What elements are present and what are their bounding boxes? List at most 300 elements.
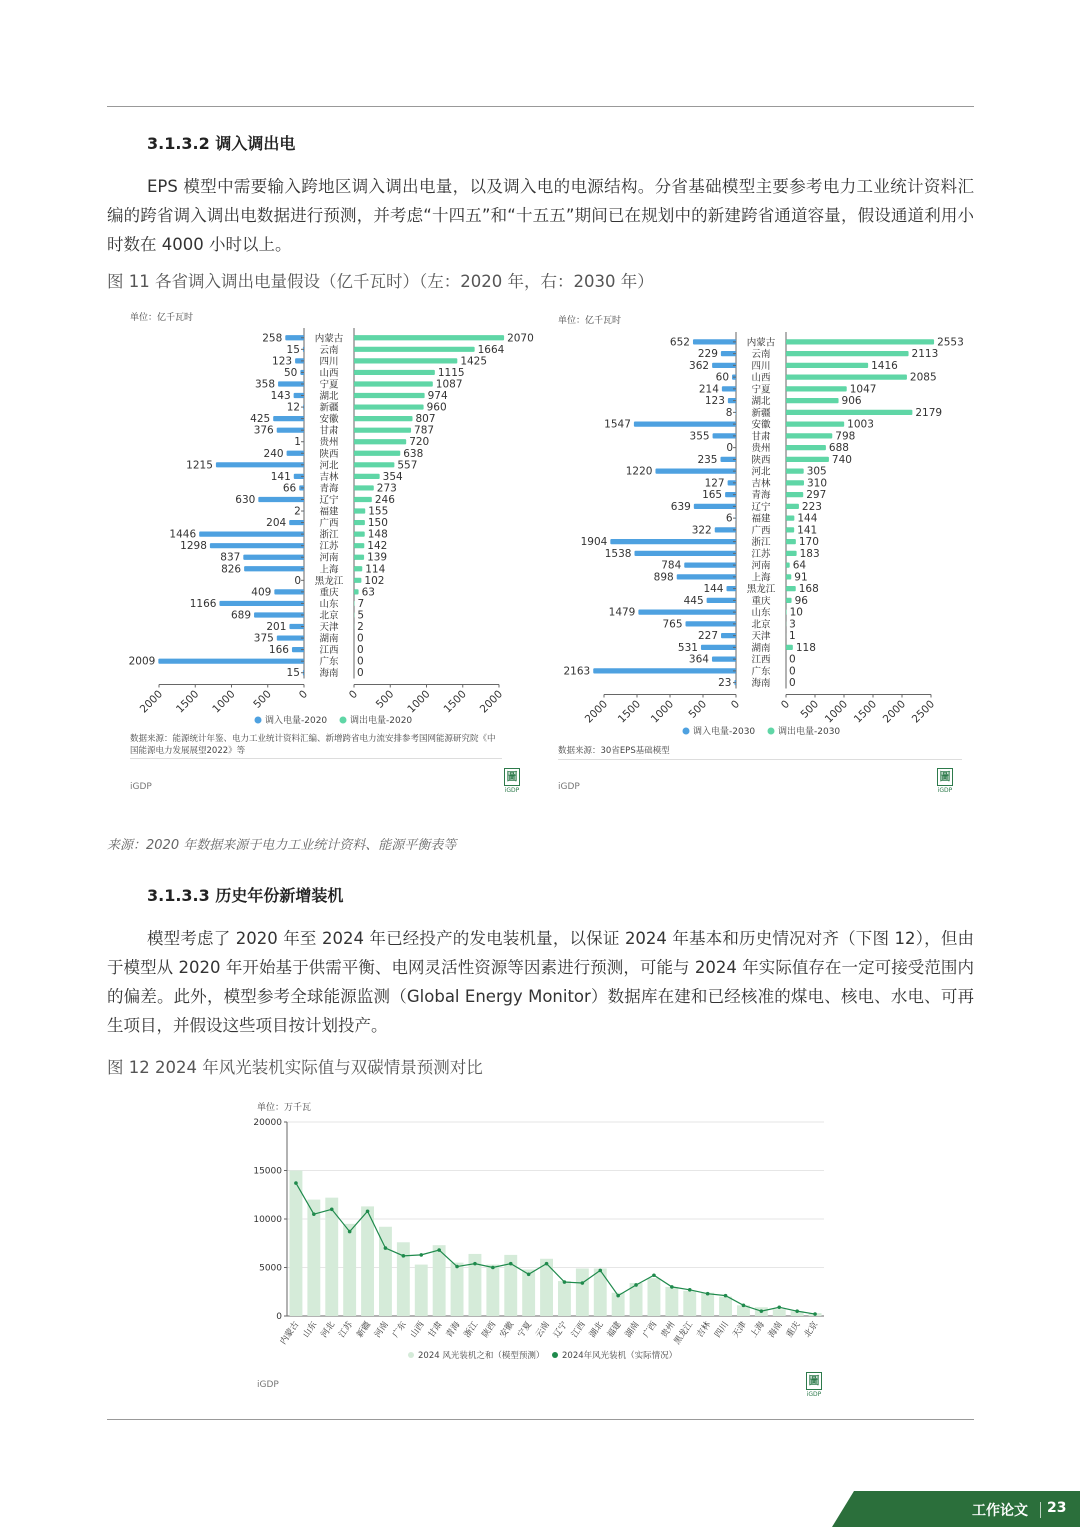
import-value-label: 689 <box>231 609 252 622</box>
export-value-label: 297 <box>806 489 827 502</box>
import-value-label: 1547 <box>604 418 631 431</box>
province-label: 河南 <box>751 560 771 572</box>
export-bar <box>786 539 796 544</box>
legend-import-swatch <box>683 728 690 735</box>
igdp-logo-icon <box>928 768 962 794</box>
export-bar <box>786 574 791 579</box>
import-value-label: 409 <box>251 586 272 599</box>
x-tick-label: 河北 <box>319 1319 338 1340</box>
x-tick-label: 新疆 <box>355 1319 374 1340</box>
export-value-label: 96 <box>794 594 808 607</box>
export-value-label: 273 <box>376 482 397 495</box>
import-value-label: 15 <box>286 667 300 680</box>
legend-export-swatch <box>768 728 775 735</box>
axis-tick-label: 500 <box>373 688 397 711</box>
x-tick-label: 江苏 <box>337 1319 356 1340</box>
axis-tick-label: 2000 <box>137 688 166 716</box>
axis-tick-label: 500 <box>251 688 274 711</box>
export-value-label: 798 <box>835 430 856 443</box>
x-tick-label: 湖北 <box>587 1319 606 1340</box>
import-value-label: 425 <box>250 413 271 426</box>
x-tick-label: 云南 <box>534 1319 553 1340</box>
x-tick-label: 广东 <box>390 1319 409 1340</box>
actual-point <box>652 1273 656 1277</box>
import-bar <box>684 563 736 568</box>
x-tick-label: 陕西 <box>480 1319 499 1340</box>
bar-model-forecast <box>665 1287 678 1316</box>
x-tick-label: 宁夏 <box>516 1319 535 1340</box>
province-label: 青海 <box>751 490 771 502</box>
import-value-label: 1538 <box>604 547 632 560</box>
export-value-label: 141 <box>797 524 818 537</box>
import-value-label: 1446 <box>169 528 197 541</box>
export-value-label: 10 <box>789 606 803 619</box>
fig12-credit: iGDP <box>257 1380 279 1390</box>
export-value-label: 155 <box>368 505 389 518</box>
actual-point <box>545 1262 549 1266</box>
axis-tick-label: 1000 <box>822 698 851 726</box>
province-label: 黑龙江 <box>314 575 344 587</box>
import-value-label: 141 <box>270 470 291 483</box>
province-label: 湖南 <box>751 642 771 654</box>
import-bar <box>638 610 736 615</box>
import-bar <box>243 555 304 560</box>
import-bar <box>593 668 736 673</box>
export-value-label: 5 <box>357 609 365 622</box>
export-value-label: 170 <box>798 536 819 549</box>
export-bar <box>354 532 365 537</box>
import-value-label: 826 <box>221 563 242 576</box>
province-label: 甘肃 <box>319 425 339 437</box>
province-label: 江苏 <box>319 541 339 553</box>
province-label: 新疆 <box>319 402 339 414</box>
bar-model-forecast <box>540 1259 553 1316</box>
import-value-label: 229 <box>697 348 718 361</box>
bar-model-forecast <box>683 1291 696 1316</box>
fig11-left-source: 数据来源：能源统计年鉴、电力工业统计资料汇编、新增跨省电力流安排参考国网能源研究院《中国能源电力发展展望2022》等 <box>130 734 496 756</box>
x-tick-label: 重庆 <box>784 1319 803 1340</box>
bar-model-forecast <box>290 1171 303 1317</box>
province-label: 广西 <box>319 518 339 530</box>
import-value-label: 898 <box>653 571 674 584</box>
import-value-label: 322 <box>691 524 712 537</box>
axis-tick-label: 2500 <box>909 698 938 726</box>
bar-model-forecast <box>701 1293 714 1316</box>
bar-model-forecast <box>773 1309 786 1316</box>
fig12-unit: 单位：万千瓦 <box>257 1103 312 1113</box>
import-value-label: 2163 <box>563 665 591 678</box>
export-bar <box>786 469 804 474</box>
export-bar <box>786 375 907 380</box>
import-value-label: 143 <box>270 390 291 403</box>
y-tick-label: 5000 <box>259 1263 282 1274</box>
export-value-label: 2553 <box>937 336 964 349</box>
actual-point <box>527 1272 531 1276</box>
export-value-label: 114 <box>365 563 386 576</box>
actual-point <box>760 1309 764 1313</box>
actual-point <box>384 1246 388 1250</box>
export-bar <box>786 527 794 532</box>
actual-point <box>294 1181 298 1185</box>
x-tick-label: 内蒙古 <box>278 1319 302 1347</box>
import-bar <box>712 363 736 368</box>
x-tick-label: 天津 <box>730 1319 749 1340</box>
import-value-label: 784 <box>661 559 682 572</box>
province-label: 辽宁 <box>319 494 339 506</box>
export-value-label: 974 <box>427 390 448 403</box>
import-value-label: 639 <box>670 500 691 513</box>
province-label: 上海 <box>319 564 339 576</box>
actual-point <box>795 1309 799 1313</box>
export-bar <box>786 504 799 509</box>
import-value-label: 364 <box>688 653 709 666</box>
export-bar <box>786 598 792 603</box>
y-tick-label: 15000 <box>253 1166 282 1177</box>
province-label: 广西 <box>751 525 771 537</box>
bar-model-forecast <box>719 1297 732 1316</box>
import-bar <box>277 428 304 433</box>
x-tick-label: 湖南 <box>623 1319 642 1340</box>
axis-tick-label: 2000 <box>880 698 909 726</box>
export-value-label: 0 <box>357 632 364 645</box>
legend-import-label: 调入电量-2030 <box>693 727 756 737</box>
export-bar <box>786 551 797 556</box>
export-value-label: 0 <box>789 677 796 690</box>
export-bar <box>354 566 362 571</box>
province-label: 云南 <box>751 349 771 361</box>
import-bar <box>715 527 736 532</box>
import-bar <box>712 657 736 662</box>
export-bar <box>354 508 365 513</box>
legend-import-swatch <box>255 717 262 724</box>
footer-separator <box>1040 1502 1041 1518</box>
x-tick-label: 浙江 <box>462 1319 481 1340</box>
export-value-label: 305 <box>806 465 827 478</box>
x-tick-label: 河南 <box>372 1319 391 1340</box>
x-tick-label: 黑龙江 <box>672 1319 696 1347</box>
province-label: 贵州 <box>319 437 339 449</box>
import-bar <box>713 433 736 438</box>
province-label: 江西 <box>751 654 771 666</box>
province-label: 河南 <box>319 552 339 564</box>
fig11-left-credit: iGDP <box>130 782 152 792</box>
province-label: 贵州 <box>751 443 771 455</box>
export-value-label: 688 <box>828 442 849 455</box>
y-tick-label: 0 <box>276 1312 282 1322</box>
import-bar <box>199 532 304 537</box>
x-tick-label: 安徽 <box>498 1319 517 1340</box>
legend-export-swatch <box>340 717 347 724</box>
import-value-label: 376 <box>253 424 274 437</box>
paragraph-capacity: 模型考虑了 2020 年至 2024 年已经投产的发电装机量，以保证 2024 年基本和历史情况对齐（下图 12），但由于模型从 2020 年开始基于供需平衡、电网灵活性资源等因素进行预测，可能与 2024 年实际值存在一定可接受范围内的偏差。此外，模型参考全球能源监测（Global Energy Monitor）数据库在建和已经核准的煤电、核电、水电、可再生项目，并假设这些项目按计划投产。 <box>107 929 974 1035</box>
import-bar <box>254 612 304 617</box>
logo-text: iGDP <box>806 1391 822 1398</box>
export-bar <box>354 462 394 467</box>
province-label: 北京 <box>751 619 771 631</box>
province-label: 重庆 <box>751 595 771 607</box>
export-value-label: 144 <box>797 512 818 525</box>
import-value-label: 235 <box>697 453 718 466</box>
province-label: 天津 <box>751 631 771 643</box>
import-value-label: 765 <box>662 618 683 631</box>
actual-point <box>419 1253 423 1257</box>
export-bar <box>354 589 359 594</box>
import-value-label: 6 <box>725 512 733 525</box>
export-bar <box>354 578 361 583</box>
axis-tick-label: 1500 <box>441 688 469 716</box>
export-value-label: 63 <box>361 586 375 599</box>
province-label: 湖南 <box>319 633 339 645</box>
province-label: 四川 <box>751 360 771 372</box>
export-value-label: 2113 <box>911 348 939 361</box>
x-tick-label: 辽宁 <box>551 1319 570 1340</box>
fig11-right-unit: 单位：亿千瓦时 <box>558 316 622 326</box>
bar-model-forecast <box>415 1265 428 1316</box>
province-label: 重庆 <box>319 587 339 599</box>
import-bar <box>158 659 304 664</box>
axis-tick-label: 500 <box>686 698 710 721</box>
province-label: 浙江 <box>319 529 339 541</box>
axis-tick-label: 0 <box>296 688 311 702</box>
province-label: 辽宁 <box>751 501 771 513</box>
bar-model-forecast <box>594 1268 607 1316</box>
export-bar <box>354 485 374 490</box>
export-value-label: 64 <box>792 559 807 572</box>
figure-11-source: 来源：2020 年数据来源于电力工业统计资料、能源平衡表等 <box>107 838 457 853</box>
export-value-label: 150 <box>367 517 388 530</box>
actual-point <box>670 1285 674 1289</box>
import-bar <box>686 621 736 626</box>
fig11-left-divider <box>130 758 502 759</box>
axis-tick-label: 1000 <box>210 688 238 716</box>
province-label: 浙江 <box>751 537 771 549</box>
import-value-label: 201 <box>266 621 287 634</box>
export-value-label: 807 <box>415 413 436 426</box>
export-value-label: 638 <box>403 447 424 460</box>
section-title-transfer: 3.1.3.2 调入调出电 <box>147 134 296 153</box>
province-label: 内蒙古 <box>314 333 344 345</box>
bar-model-forecast <box>576 1268 589 1316</box>
export-value-label: 310 <box>806 477 828 490</box>
export-bar <box>786 363 868 368</box>
actual-point <box>312 1212 316 1216</box>
logo-glyph: 圖 <box>806 1372 822 1390</box>
import-value-label: 1166 <box>189 597 217 610</box>
province-label: 吉林 <box>751 478 771 490</box>
import-value-label: 358 <box>254 378 276 391</box>
paragraph-transfer: EPS 模型中需要输入跨地区调入调出电量，以及调入电的电源结构。分省基础模型主要参考电力工业统计资料汇编的跨省调入调出电数据进行预测，并考虑“十四五”和“十五五”期间已在规划中的新建跨省通道容量，假设通道利用小时数在 4000 小时以上。 <box>107 177 974 254</box>
x-tick-label: 吉林 <box>695 1319 714 1340</box>
export-value-label: 1 <box>789 630 796 643</box>
axis-tick-label: 0 <box>346 688 361 702</box>
x-tick-label: 山西 <box>408 1319 427 1340</box>
import-value-label: 1904 <box>580 536 608 549</box>
legend-bar-swatch <box>408 1352 414 1358</box>
legend-export-label: 调出电量-2030 <box>778 727 841 737</box>
axis-tick-label: 0 <box>728 698 743 712</box>
province-label: 陕西 <box>319 448 339 460</box>
province-label: 湖北 <box>319 391 339 403</box>
import-bar <box>707 598 736 603</box>
export-value-label: 0 <box>357 655 364 668</box>
export-value-label: 906 <box>841 395 862 408</box>
export-bar <box>786 563 790 568</box>
bar-model-forecast <box>307 1200 320 1316</box>
export-bar <box>786 645 793 650</box>
province-label: 湖北 <box>751 396 771 408</box>
import-value-label: 2 <box>294 505 301 518</box>
export-bar <box>354 474 380 479</box>
import-bar <box>258 497 304 502</box>
province-label: 内蒙古 <box>746 337 776 349</box>
province-label: 河北 <box>751 466 771 478</box>
province-label: 山东 <box>751 607 771 619</box>
export-bar <box>354 428 411 433</box>
province-label: 江苏 <box>751 548 771 560</box>
export-value-label: 102 <box>364 574 385 587</box>
bar-model-forecast <box>486 1265 499 1316</box>
import-value-label: 258 <box>262 332 283 345</box>
province-label: 海南 <box>319 668 339 680</box>
province-label: 山西 <box>751 372 771 384</box>
logo-text: iGDP <box>504 787 520 794</box>
bar-model-forecast <box>558 1281 571 1316</box>
import-value-label: 227 <box>697 630 719 643</box>
export-value-label: 91 <box>794 571 808 584</box>
bar-model-forecast <box>361 1206 374 1316</box>
bar-model-forecast <box>648 1278 661 1316</box>
import-bar <box>210 543 304 548</box>
export-value-label: 1425 <box>460 355 488 368</box>
actual-point <box>813 1312 817 1316</box>
export-value-label: 0 <box>789 665 796 678</box>
export-value-label: 0 <box>357 667 364 680</box>
export-bar <box>354 358 457 363</box>
import-value-label: 60 <box>715 371 730 384</box>
actual-point <box>563 1280 567 1284</box>
actual-point <box>742 1304 746 1308</box>
bar-model-forecast <box>522 1269 535 1316</box>
actual-point <box>455 1265 459 1269</box>
import-value-label: 50 <box>284 366 298 379</box>
fig11-left-chart <box>125 328 534 728</box>
province-label: 吉林 <box>319 471 339 483</box>
province-label: 山西 <box>319 367 339 379</box>
x-tick-label: 贵州 <box>659 1319 678 1340</box>
import-bar <box>278 381 304 386</box>
import-bar <box>701 645 736 650</box>
figure-11-caption: 图 11 各省调入调出电量假设（亿千瓦时）（左：2020 年，右：2030 年） <box>107 272 654 291</box>
export-value-label: 0 <box>357 644 364 657</box>
axis-tick-label: 0 <box>778 698 793 712</box>
import-value-label: 166 <box>268 644 289 657</box>
export-bar <box>786 492 803 497</box>
fig11-right-divider <box>558 759 962 760</box>
province-label: 山东 <box>319 598 339 610</box>
bottom-rule <box>107 1419 974 1420</box>
export-bar <box>354 404 424 409</box>
import-value-label: 362 <box>689 359 710 372</box>
export-value-label: 1664 <box>477 343 505 356</box>
fig12-chart <box>250 1112 830 1366</box>
export-value-label: 183 <box>799 547 820 560</box>
import-value-label: 0 <box>294 574 301 587</box>
import-value-label: 214 <box>698 383 719 396</box>
province-label: 福建 <box>751 513 771 525</box>
import-bar <box>244 566 304 571</box>
import-value-label: 240 <box>263 447 284 460</box>
axis-tick-label: 1000 <box>405 688 433 716</box>
igdp-logo-icon <box>495 768 529 794</box>
import-value-label: 837 <box>220 551 241 564</box>
actual-point <box>777 1305 781 1309</box>
axis-tick-label: 2000 <box>477 688 506 716</box>
axis-tick-label: 1500 <box>173 688 202 716</box>
export-bar <box>354 381 433 386</box>
x-tick-label: 江西 <box>569 1319 588 1340</box>
province-label: 北京 <box>319 610 339 622</box>
logo-glyph: 圖 <box>937 768 953 786</box>
export-bar <box>354 543 364 548</box>
x-tick-label: 甘肃 <box>426 1319 445 1340</box>
actual-point <box>706 1292 710 1296</box>
actual-point <box>581 1281 585 1285</box>
province-label: 黑龙江 <box>746 584 776 596</box>
export-bar <box>786 339 934 344</box>
import-value-label: 531 <box>677 641 698 654</box>
export-value-label: 960 <box>426 401 447 414</box>
import-value-label: 66 <box>282 482 297 495</box>
legend-line-label: 2024年风光装机（实际情况） <box>562 1351 678 1361</box>
axis-tick-label: 1500 <box>851 698 880 726</box>
import-value-label: 123 <box>272 355 293 368</box>
import-value-label: 15 <box>286 343 300 356</box>
export-value-label: 0 <box>789 653 796 666</box>
logo-text: iGDP <box>937 787 953 794</box>
import-value-label: 1479 <box>608 606 636 619</box>
export-value-label: 168 <box>798 583 819 596</box>
axis-tick-label: 1000 <box>648 698 677 726</box>
actual-point <box>509 1262 513 1266</box>
import-value-label: 375 <box>253 632 274 645</box>
fig11-right-chart <box>555 330 975 742</box>
import-bar <box>219 601 304 606</box>
province-label: 上海 <box>751 572 771 584</box>
legend-import-label: 调入电量-2020 <box>265 716 328 726</box>
province-label: 宁夏 <box>751 384 771 396</box>
export-bar <box>786 351 909 356</box>
actual-point <box>348 1230 352 1234</box>
x-tick-label: 福建 <box>605 1319 624 1340</box>
actual-point <box>473 1262 477 1266</box>
import-bar <box>694 504 736 509</box>
import-bar <box>693 339 736 344</box>
import-bar <box>655 469 736 474</box>
import-value-label: 1 <box>294 436 301 449</box>
export-value-label: 7 <box>357 597 365 610</box>
province-label: 福建 <box>319 506 339 518</box>
import-bar <box>634 551 736 556</box>
export-bar <box>354 555 364 560</box>
bar-model-forecast <box>451 1263 464 1316</box>
export-value-label: 142 <box>367 540 388 553</box>
axis-tick-label: 2000 <box>582 698 611 726</box>
actual-point <box>366 1209 370 1213</box>
axis-tick-label: 1500 <box>615 698 644 726</box>
province-label: 陕西 <box>751 454 771 466</box>
export-bar <box>786 410 912 415</box>
export-value-label: 2070 <box>507 332 534 345</box>
